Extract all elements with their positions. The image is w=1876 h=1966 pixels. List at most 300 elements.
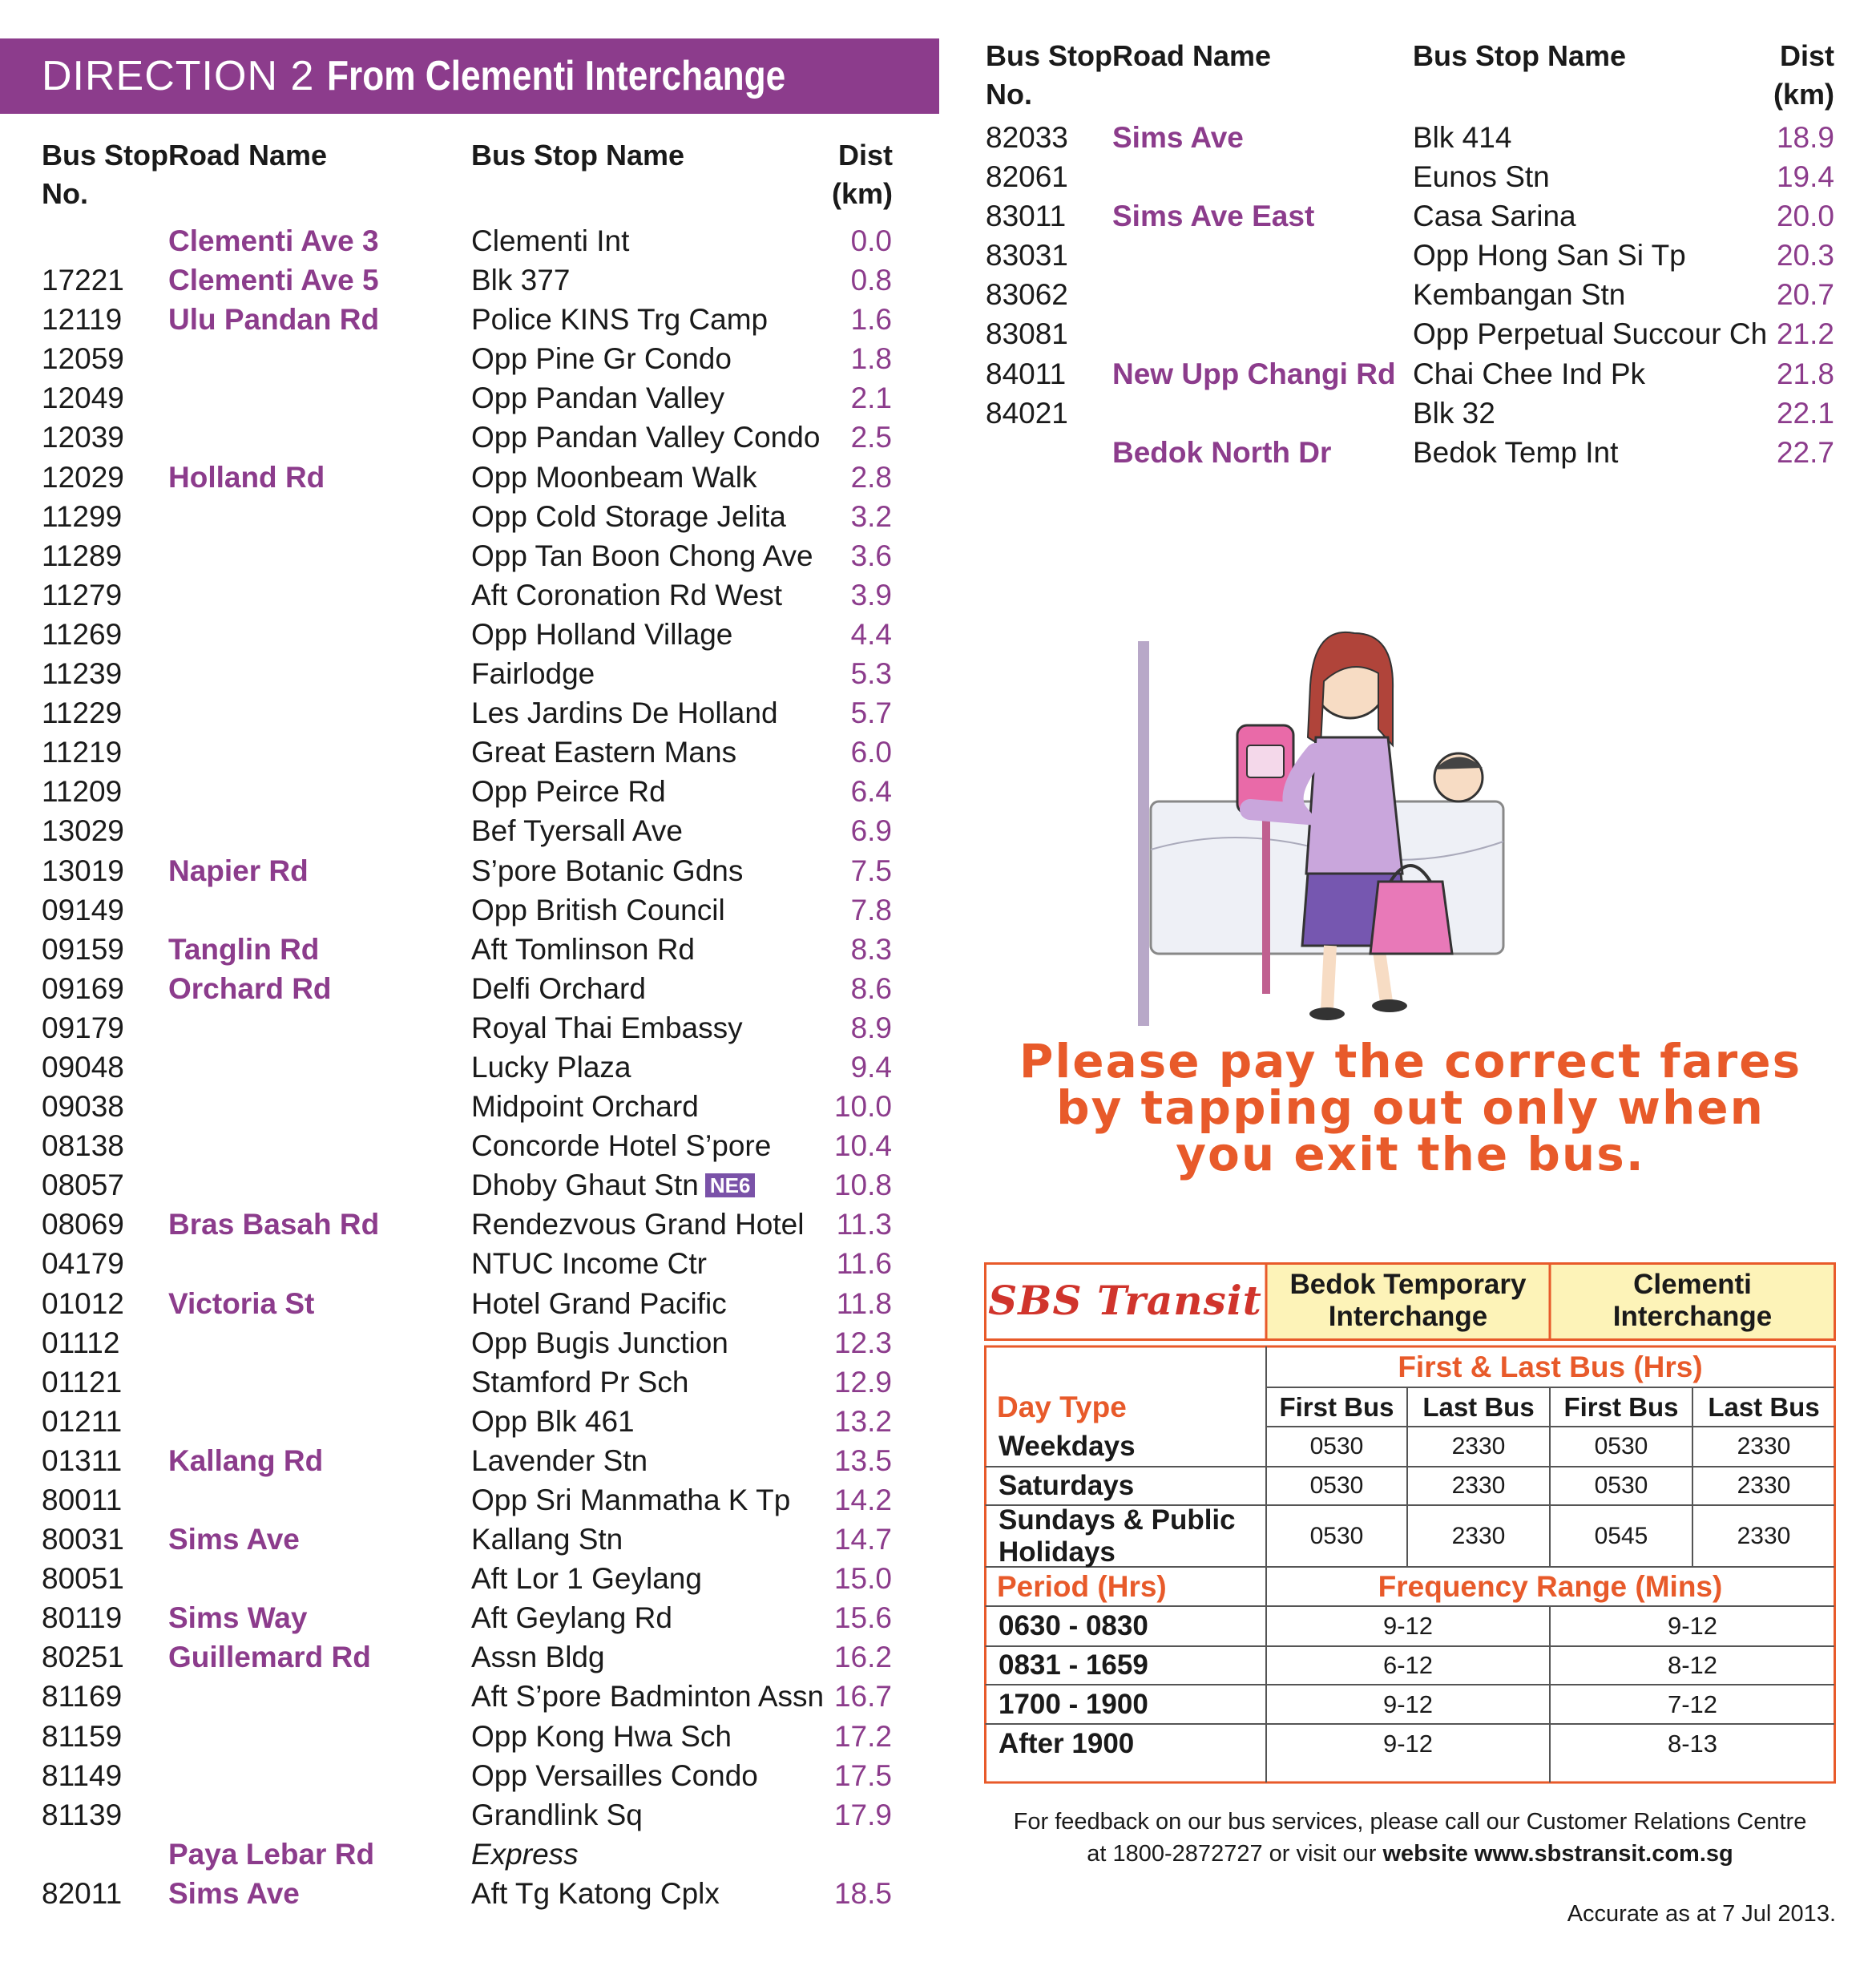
stop-name-text: Chai Chee Ind Pk (1413, 357, 1646, 390)
stop-name-text: Kembangan Stn (1413, 278, 1626, 312)
stop-row (0, 418, 942, 457)
stop-row (0, 1165, 942, 1205)
stop-row (0, 1126, 942, 1165)
stop-name-text: Les Jardins De Holland (471, 696, 778, 730)
stop-name (1413, 354, 1645, 394)
stop-number: 11219 (42, 736, 123, 769)
direction-banner (0, 38, 939, 114)
stop-name-text: Blk 32 (1413, 396, 1495, 430)
sbs-transit-logo-text: SBS Transit (988, 1277, 1262, 1324)
stop-name (471, 1795, 643, 1835)
stop-name (471, 969, 646, 1008)
distance-km: 13.5 (833, 1443, 892, 1477)
distance-km: 5.7 (850, 696, 892, 730)
stop-name (471, 733, 736, 772)
period-name: 1700 - 1900 (999, 1688, 1148, 1720)
stop-name (471, 1126, 771, 1165)
stop-number: 04179 (42, 1247, 124, 1281)
frequency-clementi: 8-12 (1667, 1651, 1718, 1679)
bus-time: 0545 (1594, 1522, 1648, 1549)
stop-row (0, 654, 942, 693)
bus-time: 2330 (1451, 1522, 1506, 1549)
stop-name (471, 1598, 672, 1637)
stop-name-text: Fairlodge (471, 657, 595, 691)
road-name: Tanglin Rd (168, 932, 320, 966)
distance-km: 11.3 (836, 1208, 892, 1241)
stop-name-text: Opp Sri Manmatha K Tp (471, 1484, 791, 1516)
header-stop-name: Bus Stop Name (471, 139, 685, 172)
stop-row (0, 1244, 942, 1283)
stop-number: 11209 (42, 775, 123, 809)
header-road-name: Road Name (168, 139, 328, 172)
distance-km: 1.6 (850, 303, 892, 337)
day-type-name: Sundays & Public Holidays (999, 1504, 1236, 1568)
stop-number: 11239 (42, 657, 123, 691)
stop-row (0, 575, 942, 615)
road-name: Paya Lebar Rd (168, 1837, 375, 1871)
stop-name-text: Delfi Orchard (471, 971, 646, 1005)
stop-number: 17221 (42, 264, 124, 297)
stop-name-text: Casa Sarina (1413, 200, 1576, 233)
distance-km: 14.7 (833, 1523, 892, 1556)
stop-name (471, 1559, 702, 1598)
stop-name (471, 1637, 605, 1677)
stop-number: 83031 (986, 239, 1068, 272)
stop-row (0, 1559, 942, 1598)
right-header-stop-no-line1: Bus Stop (986, 39, 1112, 72)
distance-km: 8.3 (850, 932, 892, 966)
stop-row (0, 1756, 942, 1795)
day-type-name: Saturdays (999, 1470, 1135, 1501)
fare-notice-line2: by tapping out only when (1056, 1080, 1765, 1135)
stop-name (471, 693, 778, 733)
right-header-stop-no-line2: No. (986, 78, 1032, 111)
distance-km: 8.6 (850, 971, 892, 1005)
stop-number: 11229 (42, 696, 123, 730)
stop-number: 09179 (42, 1011, 124, 1044)
stop-number: 12059 (42, 342, 124, 376)
stop-name (471, 772, 666, 811)
stop-number: 83062 (986, 278, 1068, 312)
stop-name (1413, 236, 1686, 275)
right-header-stop-no (986, 37, 1112, 114)
frequency-bedok: 6-12 (1382, 1651, 1434, 1679)
stop-row (0, 930, 942, 969)
stop-row (0, 1480, 942, 1520)
road-name: Sims Ave (168, 1876, 300, 1910)
stop-name (471, 418, 820, 457)
distance-km: 1.8 (850, 342, 892, 376)
stop-name-text: Aft S’pore Badminton Assn (471, 1680, 825, 1714)
road-name: Holland Rd (168, 460, 325, 494)
road-name: Sims Ave (168, 1523, 300, 1556)
frequency-clementi: 8-13 (1667, 1729, 1718, 1758)
stop-name (471, 339, 732, 378)
stop-row (0, 693, 942, 733)
distance-km: 11.8 (836, 1286, 892, 1320)
stop-row (0, 1677, 942, 1716)
stop-name (471, 1520, 623, 1559)
stop-number: 12119 (42, 303, 123, 337)
stop-name-text: Grandlink Sq (471, 1798, 643, 1831)
right-header-dist (1773, 37, 1834, 114)
fare-notice (986, 1034, 1835, 1181)
stop-row (0, 1008, 942, 1048)
distance-km: 14.2 (833, 1484, 892, 1516)
distance-km: 21.2 (1776, 317, 1834, 351)
stop-name-text: Opp Perpetual Succour Ch (1413, 317, 1768, 351)
distance-km: 15.6 (833, 1601, 892, 1635)
stop-name-text: Dhoby Ghaut Stn (471, 1169, 699, 1202)
stop-row (0, 1048, 942, 1087)
stop-name-text: Aft Geylang Rd (471, 1601, 672, 1635)
stop-name-text: Kallang Stn (471, 1523, 623, 1556)
road-name: Bedok North Dr (1112, 435, 1332, 469)
stop-name (471, 1874, 720, 1913)
day-type-name: Weekdays (999, 1431, 1136, 1462)
stop-name (471, 1756, 758, 1795)
bus-time: 0530 (1594, 1433, 1648, 1459)
stop-number: 80011 (42, 1484, 123, 1516)
stop-row (0, 497, 942, 536)
stop-name-text: Lucky Plaza (471, 1050, 631, 1084)
fare-notice-line1: Please pay the correct fares (1019, 1034, 1802, 1088)
bus-time: 0530 (1309, 1433, 1364, 1459)
last-bus-a: Last Bus (1422, 1392, 1535, 1422)
stop-row (0, 260, 942, 300)
period-name: 0630 - 0830 (999, 1610, 1148, 1641)
stop-row (942, 314, 1876, 353)
stop-name-text: Opp Hong San Si Tp (1413, 239, 1686, 272)
stop-number: 11299 (42, 499, 123, 533)
stop-name (471, 221, 629, 260)
distance-km: 21.8 (1776, 357, 1834, 390)
stop-name-text: NTUC Income Ctr (471, 1247, 707, 1281)
stop-row (0, 378, 942, 418)
stop-name (471, 1205, 804, 1244)
stop-name (471, 1677, 824, 1716)
stop-name-text: Bef Tyersall Ave (471, 814, 683, 848)
mrt-station-badge: NE6 (705, 1173, 756, 1197)
stop-name (471, 575, 782, 615)
stop-number: 01121 (42, 1365, 123, 1399)
fare-notice-line3: you exit the bus. (1176, 1127, 1645, 1181)
stop-name-text: Opp Cold Storage Jelita (471, 499, 786, 533)
stop-row (0, 890, 942, 930)
last-bus-b: Last Bus (1708, 1392, 1820, 1422)
road-name: Clementi Ave 5 (168, 264, 379, 297)
distance-km: 6.4 (850, 775, 892, 809)
stop-name (1413, 433, 1618, 472)
distance-km: 20.0 (1776, 200, 1834, 233)
distance-km: 0.0 (850, 224, 892, 257)
distance-km: 7.8 (850, 893, 892, 926)
stop-name-text: Assn Bldg (471, 1641, 605, 1674)
stop-row (0, 1795, 942, 1835)
frequency-clementi: 7-12 (1667, 1689, 1718, 1718)
stop-name (471, 1835, 579, 1874)
distance-km: 2.8 (850, 460, 892, 494)
distance-km: 6.0 (850, 736, 892, 769)
stop-name (471, 458, 756, 497)
stop-row (0, 536, 942, 575)
distance-km: 15.0 (833, 1562, 892, 1596)
bus-time: 0530 (1309, 1472, 1364, 1499)
header-stop-no-line1: Bus Stop (42, 139, 168, 172)
stop-number: 11289 (42, 539, 123, 572)
sbs-transit-logo (984, 1262, 1266, 1339)
road-name: Napier Rd (168, 854, 309, 887)
stop-name-text: Opp Pandan Valley (471, 381, 725, 415)
distance-km: 3.6 (850, 539, 892, 572)
distance-km: 3.9 (850, 578, 892, 612)
stop-number: 11279 (42, 578, 123, 612)
header-bedok-temp-int: Bedok Temporary Interchange (1289, 1269, 1527, 1332)
stop-number: 09159 (42, 932, 124, 966)
distance-km: 17.2 (833, 1719, 892, 1753)
stop-number: 13019 (42, 854, 124, 887)
distance-km: 12.3 (833, 1326, 892, 1359)
stop-name-text: Clementi Int (471, 224, 630, 257)
stop-name-text: Opp Bugis Junction (471, 1326, 728, 1359)
stop-name-text: Aft Lor 1 Geylang (471, 1562, 702, 1596)
stop-row (942, 394, 1876, 433)
distance-km: 17.5 (833, 1758, 892, 1792)
stop-name (471, 378, 724, 418)
distance-km: 16.7 (833, 1680, 892, 1714)
handbag (1370, 882, 1452, 954)
stop-name (471, 1717, 732, 1756)
stop-row (0, 1835, 942, 1874)
stop-number: 08069 (42, 1208, 124, 1241)
stop-name-text: Concorde Hotel S’pore (471, 1129, 772, 1163)
stop-name (1413, 196, 1576, 236)
stop-name-text: Opp Versailles Condo (471, 1758, 758, 1792)
road-name: Guillemard Rd (168, 1641, 371, 1674)
stop-name-text: Blk 414 (1413, 121, 1512, 154)
stop-number: 80119 (42, 1601, 123, 1635)
distance-km: 2.5 (850, 421, 892, 454)
stop-name-text: Aft Coronation Rd West (471, 578, 782, 612)
distance-km: 17.9 (833, 1798, 892, 1831)
stop-row (0, 1362, 942, 1402)
stop-number: 82011 (42, 1876, 123, 1910)
stop-row (942, 354, 1876, 394)
distance-km: 20.7 (1776, 278, 1834, 312)
stop-row (0, 339, 942, 378)
stop-name-text: Opp British Council (471, 893, 725, 926)
feedback-note (984, 1806, 1836, 1870)
stop-row (942, 157, 1876, 196)
distance-km: 10.0 (833, 1090, 892, 1124)
stop-name-text: Hotel Grand Pacific (471, 1286, 727, 1320)
stop-number: 82061 (986, 160, 1068, 194)
stop-name-text: Stamford Pr Sch (471, 1365, 689, 1399)
distance-km: 16.2 (833, 1641, 892, 1674)
stop-name-text: Police KINS Trg Camp (471, 303, 769, 337)
stop-row (0, 1087, 942, 1126)
stop-number: 01311 (42, 1443, 123, 1477)
distance-km: 7.5 (850, 854, 892, 887)
stop-name (471, 1323, 728, 1362)
period-name: After 1900 (999, 1727, 1135, 1759)
stop-row (0, 1874, 942, 1913)
stop-name (471, 1441, 648, 1480)
stop-name-text: Opp Peirce Rd (471, 775, 666, 809)
stop-row (942, 236, 1876, 275)
stop-row (0, 615, 942, 654)
stop-row (942, 275, 1876, 314)
distance-km: 10.8 (833, 1169, 892, 1202)
road-name: Ulu Pandan Rd (168, 303, 380, 337)
stop-row (0, 851, 942, 890)
stop-row (0, 772, 942, 811)
stop-number: 83011 (986, 200, 1067, 233)
distance-km: 11.6 (836, 1247, 892, 1281)
stop-number: 09048 (42, 1050, 124, 1084)
stop-name (471, 1480, 790, 1520)
bus-time: 2330 (1737, 1472, 1791, 1499)
stop-number: 80031 (42, 1523, 124, 1556)
period-name: 0831 - 1659 (999, 1649, 1148, 1681)
stop-name-text: Great Eastern Mans (471, 736, 737, 769)
stop-name-text: Eunos Stn (1413, 160, 1550, 194)
stop-name (471, 1402, 635, 1441)
stop-name (471, 654, 595, 693)
stop-name (471, 930, 695, 969)
passenger-tapping-card-illustration (1138, 609, 1555, 1026)
right-header-stop-name: Bus Stop Name (1413, 39, 1627, 72)
stop-number: 08138 (42, 1129, 124, 1163)
distance-km: 13.2 (833, 1404, 892, 1438)
stop-name-text: Aft Tg Katong Cplx (471, 1876, 720, 1910)
road-name: Orchard Rd (168, 971, 332, 1005)
frequency-bedok: 9-12 (1382, 1612, 1434, 1640)
frequency-heading: Frequency Range (Mins) (1378, 1569, 1723, 1603)
right-header-dist-line1: Dist (1779, 39, 1834, 72)
bus-time: 2330 (1451, 1472, 1506, 1499)
feedback-line1: For feedback on our bus services, please call our Customer Relations Centre (1013, 1809, 1807, 1835)
stop-number: 81169 (42, 1680, 123, 1714)
distance-km: 20.3 (1776, 239, 1834, 272)
feedback-phone: at 1800-2872727 or visit our (1087, 1841, 1383, 1867)
stop-number: 09169 (42, 971, 124, 1005)
feedback-line2 (984, 1838, 1836, 1870)
accurate-date: Accurate as at 7 Jul 2013. (1567, 1901, 1836, 1927)
stop-number: 81139 (42, 1798, 123, 1831)
stop-row (0, 1598, 942, 1637)
stop-name-text: Aft Tomlinson Rd (471, 932, 695, 966)
distance-km: 4.4 (850, 617, 892, 651)
stop-name-text: Royal Thai Embassy (471, 1011, 743, 1044)
first-bus-b: First Bus (1563, 1392, 1679, 1422)
left-stop-table (0, 221, 942, 1913)
frequency-bedok: 9-12 (1382, 1689, 1434, 1718)
stop-row (0, 1637, 942, 1677)
stop-name-text: Lavender Stn (471, 1443, 648, 1477)
stop-name-text: Express (471, 1837, 579, 1871)
frequency-clementi: 9-12 (1667, 1612, 1718, 1640)
stop-number: 01112 (42, 1326, 120, 1359)
stop-name (471, 260, 570, 300)
period-heading: Period (Hrs) (997, 1569, 1167, 1603)
stop-number: 12039 (42, 421, 124, 454)
header-dist-line1: Dist (837, 139, 893, 172)
stop-number: 84021 (986, 396, 1068, 430)
stop-row (0, 969, 942, 1008)
stop-name-text: Midpoint Orchard (471, 1090, 699, 1124)
first-last-bus-heading: First & Last Bus (Hrs) (1398, 1350, 1703, 1383)
road-name: Kallang Rd (168, 1443, 324, 1477)
bus-pole (1138, 641, 1149, 1026)
day-type-heading: Day Type (997, 1391, 1127, 1423)
stop-row (0, 1323, 942, 1362)
stop-number: 11269 (42, 617, 123, 651)
stop-row (0, 1284, 942, 1323)
distance-km: 8.9 (850, 1011, 892, 1044)
stop-number: 01211 (42, 1404, 123, 1438)
distance-km: 9.4 (850, 1050, 892, 1084)
frequency-bedok: 9-12 (1382, 1729, 1434, 1758)
header-stop-no (42, 136, 168, 213)
stop-name-text: Opp Pine Gr Condo (471, 342, 732, 376)
stop-name-text: Rendezvous Grand Hotel (471, 1208, 805, 1241)
distance-km: 12.9 (833, 1365, 892, 1399)
stop-name (471, 1165, 755, 1205)
distance-km: 18.5 (833, 1876, 892, 1910)
header-dist (832, 136, 893, 213)
road-name: Sims Ave (1112, 121, 1244, 154)
feedback-website[interactable]: website www.sbstransit.com.sg (1382, 1841, 1733, 1867)
stop-number: 01012 (42, 1286, 124, 1320)
stop-number: 81159 (42, 1719, 123, 1753)
bus-time: 2330 (1737, 1433, 1791, 1459)
right-header-dist-line2: (km) (1773, 78, 1834, 111)
stop-row (0, 1441, 942, 1480)
direction-origin: From Clementi Interchange (327, 53, 786, 99)
stop-name (1413, 394, 1495, 433)
stop-number: 09038 (42, 1090, 124, 1124)
stop-number: 12049 (42, 381, 124, 415)
stop-number: 82033 (986, 121, 1068, 154)
distance-km: 2.1 (850, 381, 892, 415)
stop-number: 08057 (42, 1169, 124, 1202)
stop-name (471, 536, 813, 575)
road-name: Victoria St (168, 1286, 315, 1320)
stop-row (0, 1520, 942, 1559)
distance-km: 5.3 (850, 657, 892, 691)
distance-km: 19.4 (1776, 160, 1834, 194)
first-bus-a: First Bus (1279, 1392, 1394, 1422)
stop-name-text: Opp Kong Hwa Sch (471, 1719, 732, 1753)
road-name: Sims Ave East (1112, 200, 1315, 233)
stop-name (471, 1048, 631, 1087)
stop-name-text: Opp Moonbeam Walk (471, 460, 757, 494)
road-name: New Upp Changi Rd (1112, 357, 1396, 390)
right-header-road-name: Road Name (1112, 39, 1272, 72)
stop-row (942, 118, 1876, 157)
stop-name (1413, 314, 1767, 353)
header-clementi-int: Clementi Interchange (1612, 1269, 1773, 1332)
stop-row (0, 221, 942, 260)
road-name: Sims Way (168, 1601, 308, 1635)
stop-name (471, 811, 683, 850)
stop-name (471, 497, 786, 536)
stop-row (0, 733, 942, 772)
stop-row (942, 433, 1876, 472)
bus-time: 2330 (1737, 1522, 1791, 1549)
stop-number: 81149 (42, 1758, 123, 1792)
